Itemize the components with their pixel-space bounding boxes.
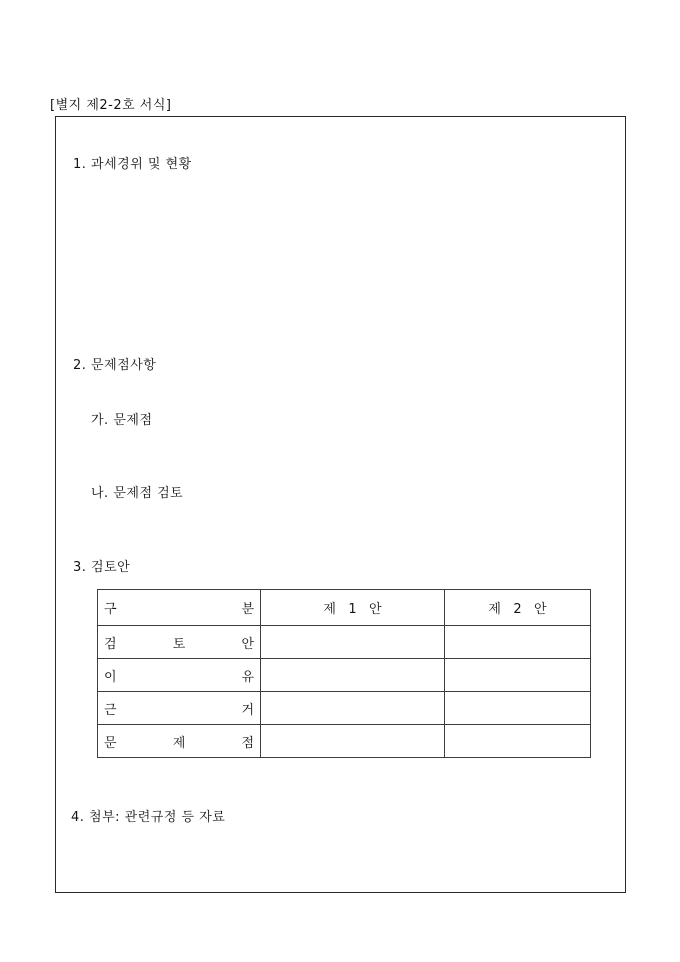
section-1-title: 1. 과세경위 및 현황 [73,157,192,172]
label-char: 구 [104,602,117,617]
table-row-problems [98,725,591,758]
table-row-reason [98,659,591,692]
plan1-cell-empty [261,626,445,659]
label-char: 제 [172,735,186,751]
label-char: 근 [104,702,117,718]
plan1-cell-empty [261,725,445,758]
section-2b-title: 나. 문제점 검토 [91,486,184,501]
plan2-cell-empty [445,692,591,725]
header-cell-plan1: 제 1 안 [261,590,445,626]
plan2-cell-empty [445,659,591,692]
section-2-title: 2. 문제점사항 [73,358,157,373]
label-char: 검 [104,636,117,652]
row-label-cell [98,725,261,758]
table-row-review-plan [98,626,591,659]
section-4-title: 4. 첨부: 관련규정 등 자료 [71,810,226,825]
header-cell-category [98,590,261,626]
row-label-cell [98,626,261,659]
label-char: 이 [104,669,117,685]
section-3-title: 3. 검토안 [73,560,131,575]
label-char: 문 [104,735,117,751]
label-char: 유 [241,669,254,685]
review-plan-table [97,589,591,758]
header-cell-plan2: 제 2 안 [445,590,591,626]
label-char: 거 [241,702,254,718]
justified-label [104,598,254,617]
label-char: 토 [172,636,186,652]
form-border-box [55,116,626,893]
form-number-label: [별지 제2-2호 서식] [50,98,172,113]
plan1-cell-empty [261,659,445,692]
table-header-row [98,590,591,626]
justified-label [104,732,254,751]
plan2-cell-empty [445,725,591,758]
label-char: 점 [241,735,254,751]
justified-label [104,666,254,685]
label-char: 분 [241,602,254,617]
plan1-cell-empty [261,692,445,725]
plan2-cell-empty [445,626,591,659]
justified-label [104,633,254,652]
row-label-cell [98,659,261,692]
justified-label [104,699,254,718]
label-char: 안 [241,636,254,652]
section-2a-title: 가. 문제점 [91,413,153,428]
row-label-cell [98,692,261,725]
table-row-basis [98,692,591,725]
